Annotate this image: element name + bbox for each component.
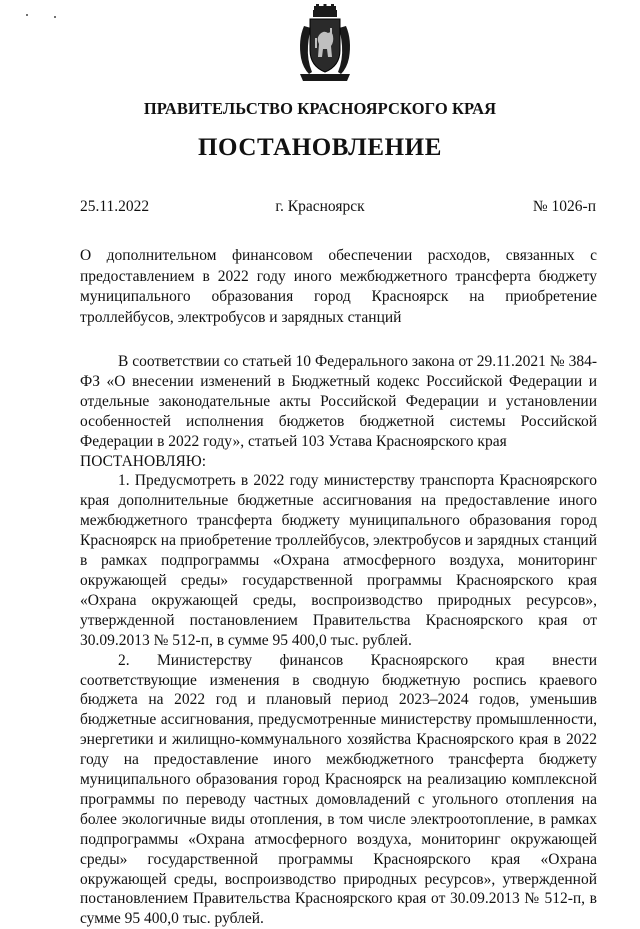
document-subject: О дополнительном финансовом обеспечении расходов, связанных с предоставлением в 2022 году иного межбюджетного трансферта бюджету муниципального образования город Красноярск на приобретение троллейбусов, электробусов и зарядных станций <box>80 247 597 326</box>
document-number: № 1026-п <box>532 198 596 215</box>
krasnoyarsk-coat-of-arms-icon <box>294 4 356 86</box>
preamble-paragraph: В соответствии со статьей 10 Федерального закона от 29.11.2021 № 384-ФЗ «О внесении изменений в Бюджетный кодекс Российской Федерации и отдельные законодательные акты Российской Федерации и установлении особенностей исполнения бюджетов бюджетной системы Российской Федерации в 2022 году», статьей 103 Устава Красноярского края <box>80 353 597 450</box>
document-body <box>80 352 597 929</box>
scan-speck <box>26 14 28 16</box>
resolve-line: ПОСТАНОВЛЯЮ: <box>80 452 207 470</box>
document-date: 25.11.2022 <box>80 198 150 215</box>
item-2-paragraph: 2. Министерству финансов Красноярского края внести соответствующие изменения в сводную бюджетную роспись краевого бюджета на 2022 год и плановый период 2023–2024 годов, уменьшив бюджетные ассигнования, предусмотренные министерству промышленности, энергетики и жилищно-коммунального хозяйства Красноярского края в 2022 году на предоставление иного межбюджетного трансферта бюджету муниципального образования город Красноярск на реализацию комплексной программы по переводу частных домовладений с угольного отопления на более экологичные виды отопления, в том числе электроотопление, в рамках подпрограммы «Охрана атмосферного воздуха, мониторинг окружающей среды» государственной программы Красноярского края «Охрана окружающей среды, воспроизводство природных ресурсов», утвержденной постановлением Правительства Красноярского края от 30.09.2013 № 512-п, в сумме 95 400,0 тыс. рублей. <box>80 651 597 928</box>
document-type-title: ПОСТАНОВЛЕНИЕ <box>197 134 443 161</box>
item-1-paragraph: 1. Предусмотреть в 2022 году министерству транспорта Красноярского края дополнительные бюджетные ассигнования на предоставление иного межбюджетного трансферта бюджету муниципального образования город Красноярск на приобретение троллейбусов, электробусов и зарядных станций в рамках подпрограммы «Охрана атмосферного воздуха, мониторинг окружающей среды» государственной программы Красноярского края «Охрана окружающей среды, воспроизводство природных ресурсов», утвержденной постановлением Правительства Красноярского края от 30.09.2013 № 512-п, в сумме 95 400,0 тыс. рублей. <box>80 472 597 649</box>
organization-title: ПРАВИТЕЛЬСТВО КРАСНОЯРСКОГО КРАЯ <box>143 99 497 118</box>
document-city: г. Красноярск <box>275 198 365 215</box>
scan-speck <box>54 16 56 18</box>
